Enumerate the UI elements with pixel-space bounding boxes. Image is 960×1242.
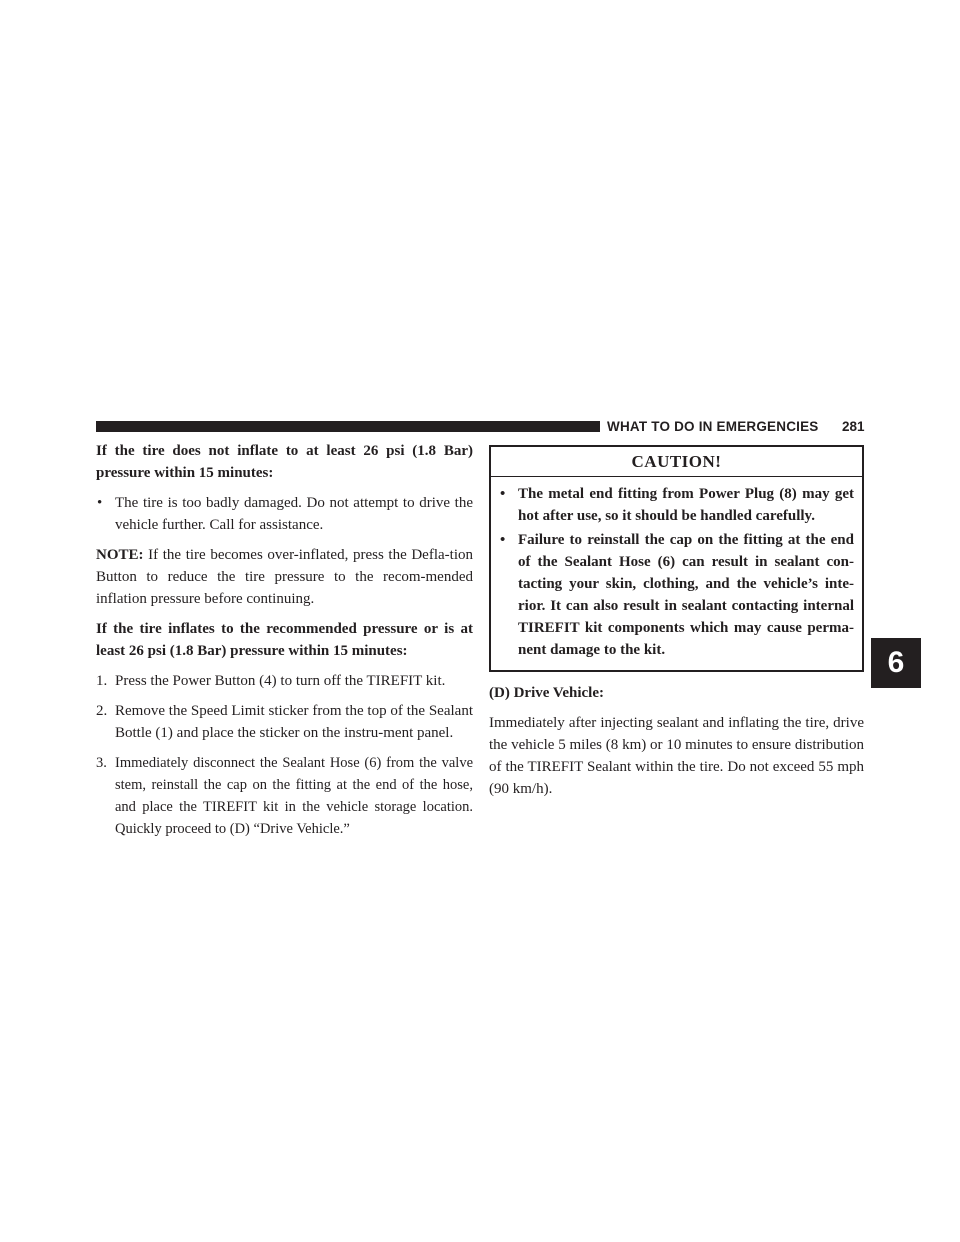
bullet-text: The tire is too badly damaged. Do not attempt to drive the vehicle further. Call for assistance. — [115, 495, 473, 533]
caution-list — [491, 483, 862, 661]
caution-title: CAUTION! — [491, 447, 862, 477]
step-number: 3. — [96, 755, 107, 771]
step-item — [96, 670, 473, 692]
section-title: WHAT TO DO IN EMERGENCIES — [607, 419, 819, 434]
chapter-tab: 6 — [871, 638, 921, 688]
bullet-glyph: • — [500, 532, 506, 548]
note-paragraph — [96, 544, 473, 610]
step-item — [96, 700, 473, 744]
step-item — [96, 752, 473, 840]
caution-item — [499, 529, 854, 661]
step-text: Remove the Speed Limit sticker from the top of the Sealant Bottle (1) and place the sticker on the instru-ment panel. — [115, 703, 473, 741]
bullet-glyph: • — [500, 486, 506, 502]
right-column — [489, 445, 864, 800]
caution-box — [489, 445, 864, 672]
bullet-item — [96, 492, 473, 536]
step-number: 2. — [96, 703, 108, 719]
step-text: Immediately disconnect the Sealant Hose (6) from the valve stem, reinstall the cap on the fitting at the end of the hose, and place the TIREFIT kit in the vehicle storage location. Quickly proceed to (D) “Drive Vehicle.” — [115, 755, 473, 837]
step-number: 1. — [96, 673, 108, 689]
heading-drive-vehicle: (D) Drive Vehicle: — [489, 685, 604, 701]
left-column — [96, 440, 473, 840]
header-rule — [96, 421, 600, 432]
caution-text: Failure to reinstall the cap on the fitting at the end of the Sealant Hose (6) can result in sealant con-tacting your skin, clothing, and the vehicle’s inte-rior. It can also result in sealant contacting internal TIREFIT kit components which may cause perma-nent damage to the kit. — [518, 532, 854, 658]
caution-text: The metal end fitting from Power Plug (8) may get hot after use, so it should be handled carefully. — [518, 486, 854, 524]
bullet-glyph: • — [97, 495, 103, 511]
page-number: 281 — [842, 419, 865, 434]
heading-inflates: If the tire inflates to the recommended pressure or is at least 26 psi (1.8 Bar) pressure within 15 minutes: — [96, 621, 473, 659]
drive-vehicle-text: Immediately after injecting sealant and inflating the tire, drive the vehicle 5 miles (8 km) or 10 minutes to ensure distribution of the TIREFIT Sealant within the tire. Do not exceed 55 mph (90 km/h). — [489, 715, 864, 797]
step-text: Press the Power Button (4) to turn off the TIREFIT kit. — [115, 673, 446, 689]
note-text: If the tire becomes over-inflated, press the Defla-tion Button to reduce the tire pressure to the recom-mended inflation pressure before continuing. — [96, 547, 473, 607]
note-label: NOTE: — [96, 547, 144, 563]
caution-item — [499, 483, 854, 527]
heading-not-inflate: If the tire does not inflate to at least 26 psi (1.8 Bar) pressure within 15 minutes: — [96, 443, 473, 481]
